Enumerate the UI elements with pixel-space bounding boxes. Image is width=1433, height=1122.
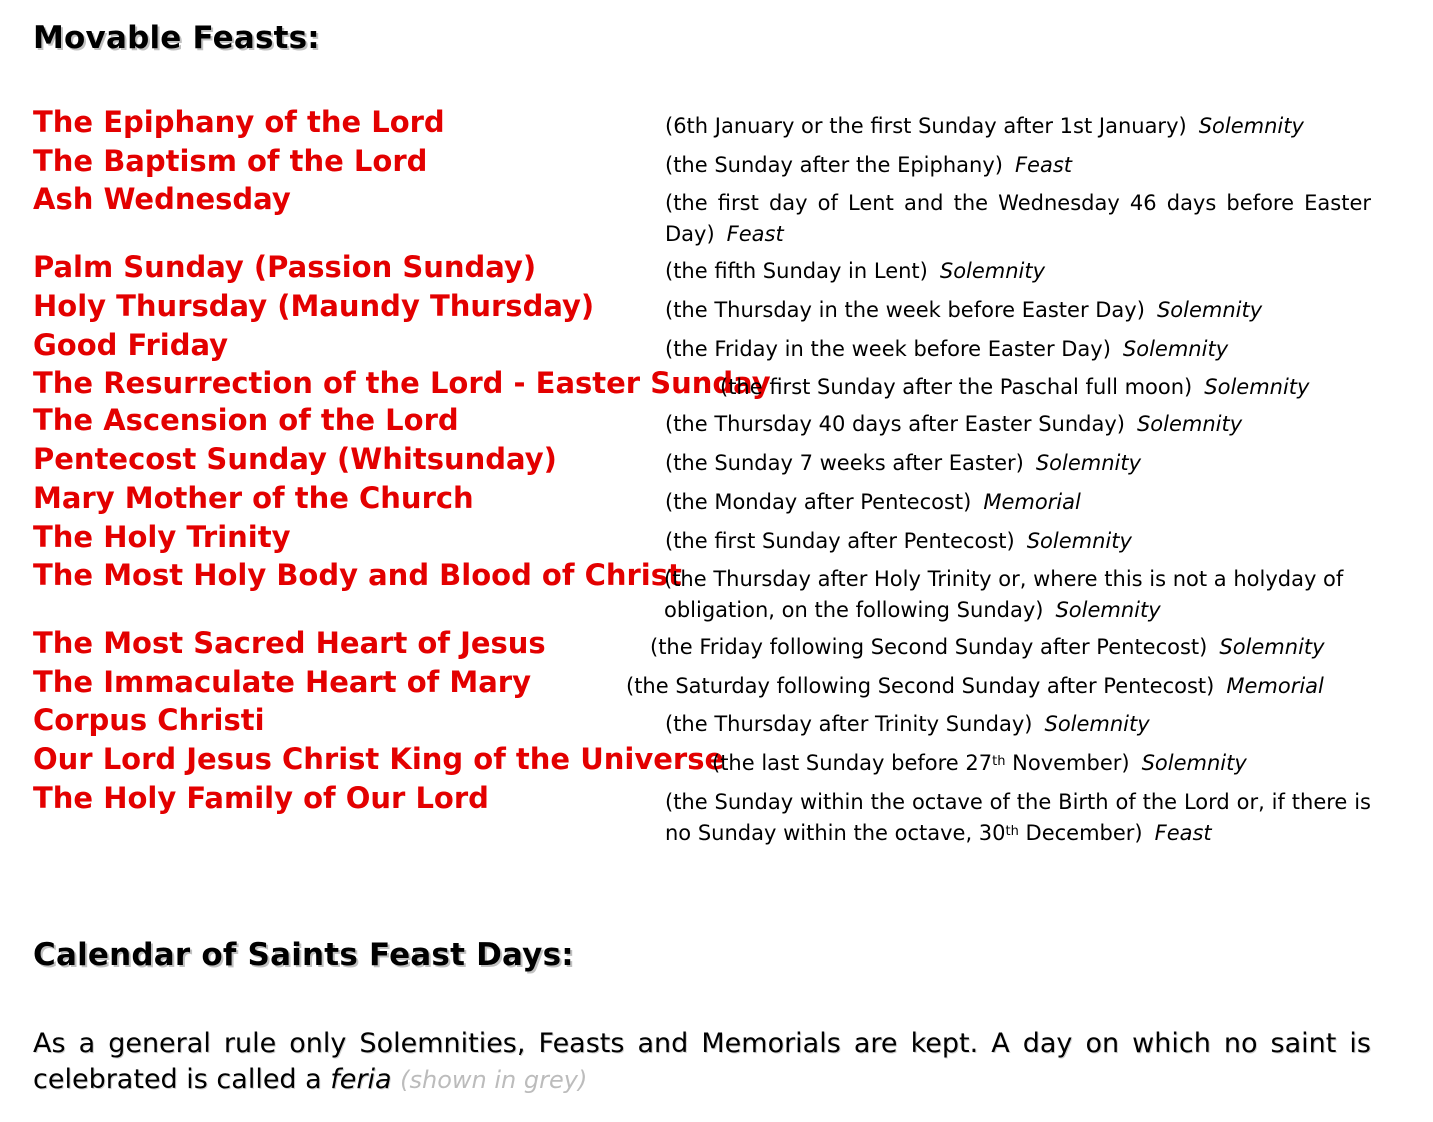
feast-rank: Solemnity <box>1136 412 1243 436</box>
feast-name: Our Lord Jesus Christ King of the Universe <box>33 742 725 776</box>
feast-name: The Holy Trinity <box>33 520 291 554</box>
feast-name: Corpus Christi <box>33 703 265 737</box>
feast-detail: (the Sunday within the octave of the Birth of the Lord or, if there is no Sunday within the octave, 30th December) Feast <box>665 790 1371 845</box>
feast-name: Holy Thursday (Maundy Thursday) <box>33 289 595 323</box>
feast-name: Ash Wednesday <box>33 182 291 216</box>
feast-rank: Solemnity <box>1204 375 1310 399</box>
feast-rank: Solemnity <box>1122 337 1229 361</box>
feast-rank: Feast <box>726 222 784 246</box>
feast-rank: Solemnity <box>1156 298 1263 322</box>
feast-name: The Ascension of the Lord <box>33 403 459 437</box>
feast-detail: (the Saturday following Second Sunday after Pentecost) Memorial <box>626 674 1324 698</box>
grey-note: (shown in grey) <box>400 1066 588 1094</box>
feast-rank: Solemnity <box>1026 529 1132 553</box>
feast-rank: Memorial <box>1226 674 1324 698</box>
feast-rank: Solemnity <box>1055 598 1161 622</box>
feast-rank: Feast <box>1014 153 1072 177</box>
feast-detail: (the Thursday after Holy Trinity or, where this is not a holyday of obligation, on the following Sunday) Solemnity <box>664 567 1344 622</box>
feast-detail: (the fifth Sunday in Lent) Solemnity <box>665 259 1046 283</box>
feast-rank: Solemnity <box>1035 451 1142 475</box>
feast-name: The Most Holy Body and Blood of Christ <box>33 558 682 592</box>
feast-detail: (the Thursday after Trinity Sunday) Solemnity <box>665 712 1150 736</box>
feast-detail: (the first Sunday after Pentecost) Solemnity <box>665 529 1132 553</box>
feast-detail: (the Monday after Pentecost) Memorial <box>665 490 1081 514</box>
general-rule-paragraph: As a general rule only Solemnities, Feasts and Memorials are kept. A day on which no saint is celebrated is called a feria (shown in grey) <box>33 1028 1371 1095</box>
feast-detail: (the first Sunday after the Paschal full moon) Solemnity <box>720 375 1310 399</box>
feast-name: The Baptism of the Lord <box>33 144 428 178</box>
movable-feasts-heading: Movable Feasts: <box>33 20 320 56</box>
feast-detail: (the Thursday in the week before Easter Day) Solemnity <box>665 298 1263 322</box>
feast-detail: (the Thursday 40 days after Easter Sunday) Solemnity <box>665 412 1243 436</box>
feast-name: Mary Mother of the Church <box>33 481 474 515</box>
feast-name: The Epiphany of the Lord <box>33 105 445 139</box>
feast-detail: (the Friday in the week before Easter Day) Solemnity <box>665 337 1229 361</box>
feast-rank: Solemnity <box>1219 635 1325 659</box>
feast-name: The Holy Family of Our Lord <box>33 781 489 815</box>
feast-detail: (the Sunday 7 weeks after Easter) Solemnity <box>665 451 1142 475</box>
feast-detail: (the first day of Lent and the Wednesday 46 days before Easter Day) Feast <box>665 191 1371 246</box>
feast-detail: (the last Sunday before 27th November) Solemnity <box>712 751 1247 775</box>
feast-name: Palm Sunday (Passion Sunday) <box>33 250 537 284</box>
feast-rank: Solemnity <box>1141 751 1247 775</box>
feast-name: The Resurrection of the Lord - Easter Sunday <box>33 366 771 400</box>
feast-detail: (6th January or the first Sunday after 1st January) Solemnity <box>665 114 1304 138</box>
feast-detail: (the Sunday after the Epiphany) Feast <box>665 153 1072 177</box>
feast-rank: Feast <box>1154 821 1212 845</box>
feast-name: Pentecost Sunday (Whitsunday) <box>33 442 557 476</box>
feast-rank: Memorial <box>983 490 1081 514</box>
feast-name: The Immaculate Heart of Mary <box>33 665 531 699</box>
calendar-saints-heading: Calendar of Saints Feast Days: <box>33 937 574 973</box>
feria-term: feria <box>330 1064 392 1095</box>
feast-detail: (the Friday following Second Sunday after Pentecost) Solemnity <box>650 635 1325 659</box>
feast-rank: Solemnity <box>939 259 1046 283</box>
feast-name: Good Friday <box>33 328 229 362</box>
feast-rank: Solemnity <box>1198 114 1304 138</box>
feast-rank: Solemnity <box>1044 712 1150 736</box>
feast-name: The Most Sacred Heart of Jesus <box>33 626 546 660</box>
